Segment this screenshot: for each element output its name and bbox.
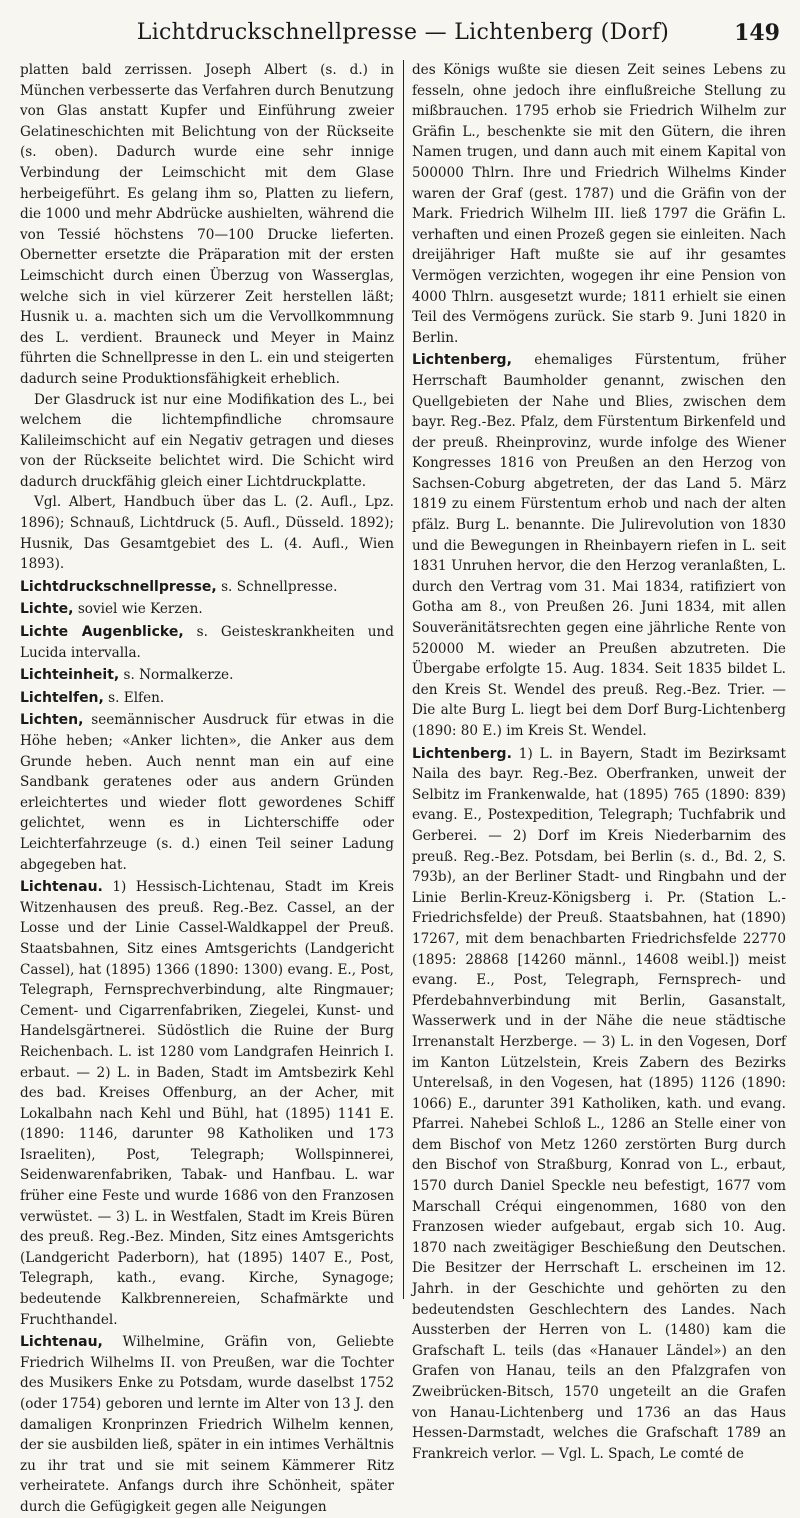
entry-text: s. Geisteskrankheiten und Lucida intervalla.	[20, 624, 394, 661]
dictionary-entry	[20, 1332, 394, 1517]
dictionary-entry	[20, 599, 394, 620]
entry-text: s. Normalkerze.	[119, 667, 234, 684]
right-column	[411, 60, 786, 1462]
dictionary-entry	[20, 577, 394, 598]
entry-headword: Lichtelfen,	[20, 689, 104, 706]
entry-headword: Lichtenau.	[20, 879, 103, 896]
entry-text: seemännischer Ausdruck für etwas in die Höhe heben; «Anker lichten», die Anker aus dem Grunde heben. Auch nennt man ein auf eine Sandbank geratenes oder aus andern Gründen erleichtertes und wieder flott gewordenes Schiff gelichtet, wenn es in Lichterschiffe oder Leichterfahrzeuge (s. d.) einen Teil seiner Ladung abgegeben hat.	[20, 712, 394, 873]
dictionary-entry	[20, 665, 394, 686]
entry-headword: Lichte,	[20, 601, 74, 618]
dictionary-entry	[20, 688, 394, 709]
paragraph: Der Glasdruck ist nur eine Modifikation des L., bei welchem die lichtempfindliche chromsaure Kalileimschicht auf ein Negativ getragen und dieses von der Rückseite belichtet wird. Die Schicht wird dadurch druckfähig gleich einer Lichtdruckplatte.	[20, 391, 394, 490]
entry-headword: Lichtdruckschnellpresse,	[20, 578, 217, 595]
entry-text: ehemaliges Fürstentum, früher Herrschaft Baumholder genannt, zwischen den Quellgebieten der Nahe und Blies, zwischen dem bayr. Reg.-Bez. Pfalz, dem Fürstentum Birkenfeld und der preuß. Rheinprovinz, wurde infolge des Wiener Kongresses 1816 von Preußen an den Herzog von Sachsen-Coburg abgetreten, der das Land 5. März 1819 zu einem Fürstentum erhob und nach der alten pfälz. Burg L. benannte. Die Julirevolution von 1830 und die Bewegungen in Rheinbayern riefen in L. seit 1831 Unruhen hervor, die den Herzog veranlaßten, L. durch den Vertrag vom 31. Mai 1834, ratifiziert von Gotha am 8., von Preußen 26. Juni 1834, mit allen Souveränitätsrechten gegen eine jährliche Rente von 520000 M. wieder an Preußen abzutreten. Die Übergabe erfolgte 15. Aug. 1834. Seit 1835 bildet L. den Kreis St. Wendel des preuß. Reg.-Bez. Trier. — Die alte Burg L. liegt bei dem Dorf Burg-Lichtenberg (1890: 80 E.) im Kreis St. Wendel.	[411, 352, 786, 739]
entry-headword: Lichtenau,	[20, 1334, 103, 1351]
dictionary-entry	[20, 710, 394, 875]
entry-text: s. Elfen.	[103, 689, 165, 706]
column-divider	[403, 60, 404, 1299]
entry-headword: Lichtenberg,	[411, 352, 512, 369]
running-head: Lichtdruckschnellpresse — Lichtenberg (Dorf)	[136, 20, 670, 45]
text-columns	[20, 60, 786, 1515]
page-number: 149	[734, 20, 780, 46]
left-column	[20, 60, 394, 1515]
entry-headword: Lichtenberg.	[411, 745, 512, 762]
dictionary-entry	[20, 622, 394, 663]
entry-text: 1) Hessisch-Lichtenau, Stadt im Kreis Witzenhausen des preuß. Reg.-Bez. Cassel, an der Losse und der Linie Cassel-Waldkappel der Preuß. Staatsbahnen, Sitz eines Amtsgerichts (Landgericht Cassel), hat (1895) 1366 (1890: 1300) evang. E., Post, Telegraph, Fernsprechverbindung, alte Ringmauer; Cement- und Cigarrenfabriken, Ziegelei, Kunst- und Handelsgärtnerei. Südöstlich die Ruine der Burg Reichenbach. L. ist 1280 vom Landgrafen Heinrich I. erbaut. — 2) L. in Baden, Stadt im Amtsbezirk Kehl des bad. Kreises Offenburg, an der Acher, mit Lokalbahn nach Kehl und Bühl, hat (1895) 1141 E. (1890: 1146, darunter 98 Katholiken und 173 Israeliten), Post, Telegraph; Wollspinnerei, Seidenwarenfabriken, Tabak- und Hanfbau. L. war früher eine Feste und wurde 1686 von den Franzosen verwüstet. — 3) L. in Westfalen, Stadt im Kreis Büren des preuß. Reg.-Bez. Minden, Sitz eines Amtsgerichts (Landgericht Paderborn), hat (1895) 1407 E., Post, Telegraph, kath., evang. Kirche, Synagoge; bedeutende Kalkbrennereien, Schafmärkte und Fruchthandel.	[20, 879, 394, 1328]
entry-text: s. Schnellpresse.	[216, 578, 338, 595]
dictionary-entry	[20, 877, 394, 1330]
dictionary-entry	[412, 350, 786, 741]
entry-text: soviel wie Kerzen.	[73, 601, 203, 618]
entry-headword: Lichten,	[20, 712, 84, 729]
paragraph: Vgl. Albert, Handbuch über das L. (2. Aufl., Lpz. 1896); Schnauß, Lichtdruck (5. Aufl., Düsseld. 1892); Husnik, Das Gesamtgebiet des L. (4. Aufl., Wien 1893).	[20, 494, 394, 573]
entry-text: Wilhelmine, Gräfin von, Geliebte Friedrich Wilhelms II. von Preußen, war die Tochter des Musikers Enke zu Potsdam, wurde daselbst 1752 (oder 1754) geboren und lernte im Alter von 13 J. den damaligen Kronprinzen Friedrich Wilhelm kennen, der sie ausbilden ließ, später in ein intimes Verhältnis zu ihr trat und sie mit seinem Kämmerer Ritz verheiratete. Anfangs durch ihre Schönheit, später durch die Gefügigkeit gegen alle Neigungen	[20, 1334, 394, 1515]
entry-headword: Lichte Augenblicke,	[20, 624, 184, 641]
continued-text: platten bald zerrissen. Joseph Albert (s. d.) in München verbesserte das Verfahren durch Benutzung von Glas anstatt Kupfer und Einführung zweier Gelatineschichten mit Belichtung von der Rückseite (s. oben). Dadurch wurde eine sehr innige Verbindung der Leimschicht mit dem Glase herbeigeführt. Es gelang ihm so, Platten zu liefern, die 1000 und mehr Abdrücke aushielten, während die von Tessié höchstens 70—100 Drucke lieferten. Obernetter ersetzte die Präparation mit der ersten Leimschicht durch einen Überzug von Wasserglas, welche sich in viel kürzerer Zeit herstellen läßt; Husnik u. a. machten sich um die Vervollkommnung des L. verdient. Brauneck und Meyer in Mainz führten die Schnellpresse in den L. ein und steigerten dadurch seine Produktionsfähigkeit erheblich.	[20, 62, 394, 387]
continued-text: des Königs wußte sie diesen Zeit seines Lebens zu fesseln, ohne jedoch ihre einflußreiche Stellung zu mißbrauchen. 1795 erhob sie Friedrich Wilhelm zur Gräfin L., beschenkte sie mit den Gütern, die ihren Namen trugen, und dann auch mit einem Kapital von 500000 Thlrn. Ihre und Friedrich Wilhelms Kinder waren der Graf (gest. 1787) und die Gräfin von der Mark. Friedrich Wilhelm III. ließ 1797 die Gräfin L. verhaften und einen Prozeß gegen sie einleiten. Nach dreijähriger Haft mußte sie auf ihr gesamtes Vermögen verzichten, wogegen ihr eine Pension von 4000 Thlrn. ausgesetzt wurde; 1811 erhielt sie einen Teil des Vermögens zurück. Sie starb 9. Juni 1820 in Berlin.	[411, 62, 786, 346]
dictionary-entry	[412, 744, 786, 1465]
entry-headword: Lichteinheit,	[20, 667, 120, 684]
page-header	[20, 8, 786, 52]
entry-text: 1) L. in Bayern, Stadt im Bezirksamt Naila des bayr. Reg.-Bez. Oberfranken, unweit der Selbitz im Frankenwalde, hat (1895) 765 (1890: 839) evang. E., Postexpedition, Telegraph; Tuchfabrik und Gerberei. — 2) Dorf im Kreis Niederbarnim des preuß. Reg.-Bez. Potsdam, bei Berlin (s. d., Bd. 2, S. 793b), an der Berliner Stadt- und Ringbahn und der Linie Berlin-Kreuz-Königsberg i. Pr. (Station L.-Friedrichsfelde) der Preuß. Staatsbahnen, hat (1890) 17267, mit dem benachbarten Friedrichsfelde 22770 (1895: 28868 [14260 männl., 14608 weibl.]) meist evang. E., Post, Telegraph, Fernsprech- und Pferdebahnverbindung mit Berlin, Gasanstalt, Wasserwerk und in der Nähe die neue städtische Irrenanstalt Herzberge. — 3) L. in den Vogesen, Dorf im Kanton Lützelstein, Kreis Zabern des Bezirks Unterelsaß, in den Vogesen, hat (1895) 1126 (1890: 1066) E., darunter 391 Katholiken, kath. und evang. Pfarrei. Nahebei Schloß L., 1286 an Stelle einer von dem Bischof von Metz 1260 zerstörten Burg durch den Bischof von Straßburg, Konrad von L., erbaut, 1570 durch Daniel Speckle neu befestigt, 1677 vom Marschall Créqui eingenommen, 1680 von den Franzosen wieder aufgebaut, ergab sich 10. Aug. 1870 nach zweitägiger Beschießung den Deutschen. Die Besitzer der Herrschaft L. erscheinen im 12. Jahrh. in der Geschichte und gehörten zu den bedeutendsten Geschlechtern des Landes. Nach Aussterben der Herren von L. (1480) kam die Grafschaft L. teils (das «Hanauer Ländel») an den Grafen von Hanau, teils an den Pfalzgrafen von Zweibrücken-Bitsch, 1570 ungeteilt an die Grafen von Hanau-Lichtenberg und 1736 an das Haus Hessen-Darmstadt, welches die Grafschaft 1789 an Frankreich verlor. — Vgl. L. Spach, Le comté de	[411, 745, 786, 1462]
